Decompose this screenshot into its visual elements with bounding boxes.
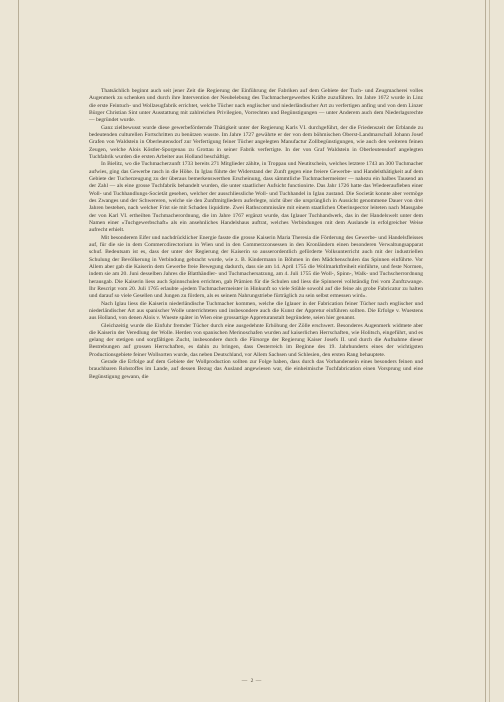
paragraph: Gerade die Erfolge auf dem Gebiete der Wollproduction sollten zur Folge haben, dass durch das Vorhandensein eines besonders feinen und brauchbaren Rohstoffes im Lande, auf dessen Bezug das Ausland angewiesen war, die einheimische Tuchfabrication einen Vorsprung und eine Begünstigung gewann, die [89, 359, 423, 380]
page-number-value: 2 [250, 678, 254, 684]
paragraph: Gleichzeitig wurde die Einfuhr fremder Tücher durch eine ausgedehnte Erhöhung der Zölle erschwert. Besonderes Augenmerk widmete aber die Kaiserin der Veredlung der Wolle. Herden von spanischen Merinoschafen wurden auf kaiserlichen Herrschaften, wie Holitsch, eingeführt, und es gelang der stetigen und sorgfältigen Zucht, insbesondere durch die Fürsorge der Regierung Kaiser Josefs II. und durch die Aufnahme dieser Bestrebungen auf grossen Herrschaften, es dahin zu bringen, dass Oesterreich im Beginne des 19. Jahrhunderts eines der wichtigsten Productionsgebiete feiner Wollsorten wurde, das neben Deutschland, vor Allem Sachsen und Schlesien, den ersten Rang behauptete. [89, 322, 423, 358]
page-number-dash-right: — [253, 678, 263, 684]
page-number [0, 678, 504, 684]
body-text [89, 88, 423, 381]
paragraph: In Bielitz, wo die Tuchmacherzunft 1733 bereits 271 Mitglieder zählte, in Troppau und Neutitschein, welches letztere 1743 an 300 Tuchmacher aufwies, ging das Gewerbe rasch in die Höhe. In Iglau führte der Widerstand der Zunft gegen eine freiere Gewerbe- und Handelsthätigkeit auf dem Gebiete der Tucherzeugung zu der überaus bemerkenswerthen Erscheinung, dass sämmtliche Tuchmachermeister — nahezu ein halbes Tausend an der Zahl — als eine grosse Tuchfabrik behandelt wurden, die unter staatlicher Aufsicht functionirte. Das Jahr 1726 hatte das Wiedeeraufleben einer Woll- und Tuchhandlungs-Societät gesehen, welcher der ausschliessliche Woll- und Tuchhandel in Iglau zustand. Die Societät konnte aber vermöge des Zwanges und der Schwereren, welche sie den Zunftmitgliedern auferlegte, nicht über die ursprünglich in Aussicht genommene Dauer von drei Jahren bestehen, nach welcher Frist sie mit Schaden liquidirte. Zwei Rathscommissäre mit einem staatlichen Oberinspector leiteten nach Massgabe der von Karl VI. ertheilten Tuchmacherordnung, die im Jahre 1767 ergänzt wurde, das Iglauer Tuchhandwerk, das in der Handelswelt unter dem Namen einer »Tuchgewerbschaft« als ein ansehnliches Handelshaus auftrat, welches Verbindungen mit dem Auslande in erfolgreicher Weise aufrecht erhielt. [89, 161, 423, 234]
paragraph: Ganz zielbewusst wurde diese gewerbefördernde Thätigkeit unter der Regierung Karls VI. durchgeführt, der die Friedenszeit der Erblande zu bedeutenden culturellen Fortschritten zu benützen wusste. Im Jahre 1727 gewährte er der von dem böhmischen Oberst-Landmarschall Johann Josef Grafen von Waldstein in Oberleutensdorf zur Verfertigung feiner Tücher angelegten Manufactur Zollbegünstigungen, wie auch den weiteren feinen Zeugen, welche Alois Köstler-Sporgenau zu Grottau in seiner Fabrik verfertigte. In der von Graf Waldstein in Oberleutensdorf angelegten Tuchfabrik wurden die ersten Arbeiter aus Holland beschäftigt. [89, 124, 423, 160]
page-number-dash-left: — [241, 678, 251, 684]
paragraph: Thatsächlich beginnt auch seit jener Zeit die Regierung der Einführung der Fabriken auf dem Gebiete der Tuch- und Zeugmacherei volles Augenmerk zu schenken und durch ihre Intervention der Neubelebung des Tuchmachergewerbes Kräfte zuzuführen. Im Jahre 1672 wurde in Linz die erste Feintuch- und Wollzeugfabrik errichtet, welche Tücher nach englischer und niederländischer Art zu verfertigen anfing und von dem Linzer Bürger Christian Sint unter Ausstattung mit zahlreichen Privilegien, Vorrechten und Begünstigungen — unter Anderem auch dem Niederlagsrechte — begründet wurde. [89, 88, 423, 124]
page-edge-rule-left [18, 0, 19, 702]
paragraph: Mit besonderem Eifer und nachdrücklicher Energie fasste die grosse Kaiserin Maria Theresia die Förderung des Gewerbe- und Handelsfleisses auf, für die sie in dem Commercdirectorium in Wien und in den Commerzconsessen in den Kronländern einen besonderen Verwaltungsapparat schuf. Bedeutsam ist es, dass der unter der Regierung der Kaiserin so ausserordentlich geförderte Volksunterricht auch mit der industriellen Schulung der Bevölkerung in Verbindung gebracht wurde, wie z. B. Kindermann in Böhmen in den Mädchenschulen das Spinnen einführte. Vor Allem aber gab die Kaiserin dem Gewerbe freie Bewegung dadurch, dass sie am 14. April 1755 die Wollmarktfreiheit einführte, und feste Normen, indem sie am 20. Juni desselben Jahres die Blatthändler- und Tuchmachersatzung, am 4. Juli 1755 die Woll-, Spinn-, Walk- und Tuchscherrordnung herausgab. Die Kaiserin liess auch Spinnschulen errichten, gab Prämien für die Schulen und liess die Spinnerei vollständig frei vom Zunftzwange. Ihr Rescript vom 20. Juli 1765 erlaubte »jedem Tuchmachermeister in Hinkunft so viele Stühle sowohl auf die feine als grobe Fabricatur zu halten und darauf so viele Gesellen und Jungen zu fördern, als es seinem Nahrungstriebe fürträglich zu sein selbst ermessen wird«. [89, 234, 423, 300]
paragraph: Nach Iglau liess die Kaiserin niederländische Tuchmacher kommen, welche die Iglauer in der Fabrication feiner Tücher nach englischer und niederländischer Art aus spanischer Wolle unterrichteten und insbesondere auch die Kunst der Appretur einführen sollten. Die Erfolge v. Wuestens aus Holland, von denen Alois v. Wueste später in Wien eine grossartige Appreturanstalt begründete, seien hier genannt. [89, 300, 423, 322]
page-edge-rule-right [485, 0, 486, 702]
page-edge-rule-right-outer [489, 0, 490, 702]
